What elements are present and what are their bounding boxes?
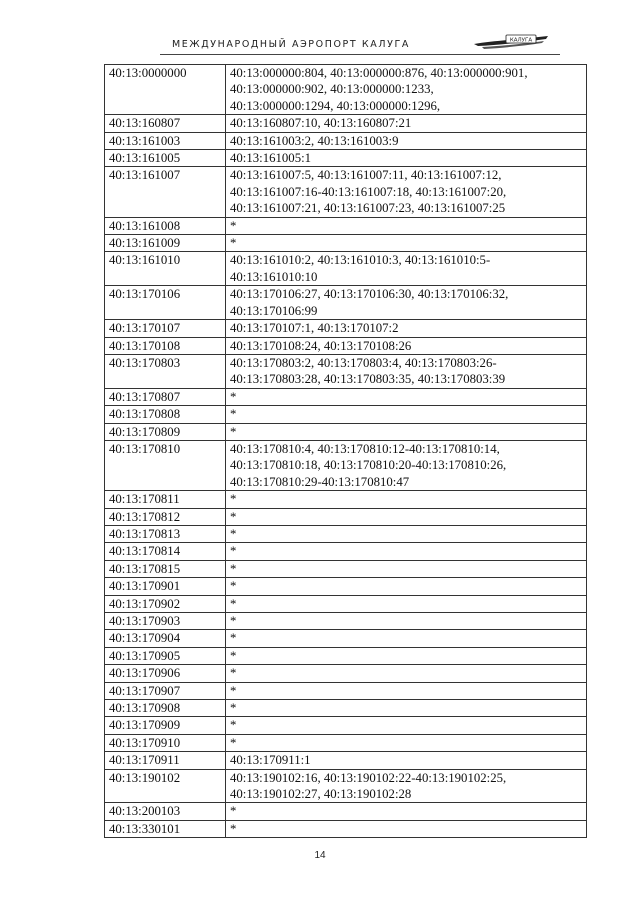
parcel-numbers-cell bbox=[226, 286, 587, 320]
quarter-code-cell: 40:13:170807 bbox=[105, 388, 226, 405]
table-row bbox=[105, 803, 587, 820]
parcel-line: * bbox=[230, 236, 237, 251]
quarter-code-cell: 40:13:170904 bbox=[105, 630, 226, 647]
quarter-code-cell: 40:13:170813 bbox=[105, 525, 226, 542]
parcel-line: 40:13:170106:27, 40:13:170106:30, 40:13:170106:32, bbox=[230, 287, 509, 302]
quarter-code-cell: 40:13:161010 bbox=[105, 252, 226, 286]
cadastral-table-body bbox=[105, 65, 587, 838]
parcel-numbers-cell bbox=[226, 560, 587, 577]
parcel-numbers-cell bbox=[226, 752, 587, 769]
quarter-code-cell: 40:13:170107 bbox=[105, 320, 226, 337]
cadastral-table bbox=[104, 64, 587, 838]
table-row bbox=[105, 769, 587, 803]
parcel-line: 40:13:170810:29-40:13:170810:47 bbox=[230, 474, 410, 489]
logo-text: КАЛУГА bbox=[509, 37, 533, 44]
quarter-code-cell: 40:13:170808 bbox=[105, 406, 226, 423]
table-row bbox=[105, 578, 587, 595]
parcel-line: * bbox=[230, 614, 237, 628]
quarter-code-cell: 40:13:0000000 bbox=[105, 65, 226, 115]
table-row bbox=[105, 286, 587, 320]
quarter-code-cell: 40:13:170901 bbox=[105, 578, 226, 595]
parcel-line: 40:13:190102:16, 40:13:190102:22-40:13:190102:25, bbox=[230, 770, 507, 785]
parcel-numbers-cell bbox=[226, 578, 587, 595]
table-row bbox=[105, 115, 587, 132]
parcel-line: 40:13:190102:27, 40:13:190102:28 bbox=[230, 787, 412, 802]
table-row bbox=[105, 647, 587, 664]
parcel-numbers-cell bbox=[226, 491, 587, 508]
parcel-line: * bbox=[230, 596, 237, 611]
parcel-line: 40:13:170810:18, 40:13:170810:20-40:13:170810:26, bbox=[230, 458, 507, 473]
quarter-code-cell: 40:13:170812 bbox=[105, 508, 226, 525]
quarter-code-cell: 40:13:161008 bbox=[105, 217, 226, 234]
parcel-line: * bbox=[230, 218, 237, 233]
quarter-code-cell: 40:13:170809 bbox=[105, 423, 226, 440]
airport-logo-icon bbox=[472, 32, 550, 54]
header-rule bbox=[160, 54, 560, 55]
parcel-numbers-cell bbox=[226, 647, 587, 664]
quarter-code-cell: 40:13:170903 bbox=[105, 613, 226, 630]
parcel-line: 40:13:000000:1294, 40:13:000000:1296, bbox=[230, 98, 441, 113]
table-row bbox=[105, 613, 587, 630]
parcel-numbers-cell bbox=[226, 440, 587, 490]
parcel-numbers-cell bbox=[226, 543, 587, 560]
quarter-code-cell: 40:13:170902 bbox=[105, 595, 226, 612]
table-row bbox=[105, 354, 587, 388]
quarter-code-cell: 40:13:161005 bbox=[105, 150, 226, 167]
parcel-line: 40:13:161010:10 bbox=[230, 269, 318, 284]
parcel-numbers-cell bbox=[226, 630, 587, 647]
table-row bbox=[105, 320, 587, 337]
parcel-line: * bbox=[230, 666, 237, 681]
parcel-numbers-cell bbox=[226, 682, 587, 699]
parcel-numbers-cell bbox=[226, 769, 587, 803]
table-row bbox=[105, 423, 587, 440]
parcel-numbers-cell bbox=[226, 115, 587, 132]
quarter-code-cell: 40:13:190102 bbox=[105, 769, 226, 803]
parcel-numbers-cell bbox=[226, 406, 587, 423]
parcel-line: * bbox=[230, 701, 237, 716]
parcel-line: 40:13:000000:804, 40:13:000000:876, 40:13:000000:901, bbox=[230, 66, 528, 80]
parcel-line: * bbox=[230, 526, 237, 541]
parcel-numbers-cell bbox=[226, 665, 587, 682]
parcel-line: 40:13:161005:1 bbox=[230, 151, 312, 166]
parcel-numbers-cell bbox=[226, 734, 587, 751]
parcel-line: 40:13:161007:21, 40:13:161007:23, 40:13:161007:25 bbox=[230, 201, 506, 216]
table-row bbox=[105, 388, 587, 405]
quarter-code-cell: 40:13:170908 bbox=[105, 700, 226, 717]
quarter-code-cell: 40:13:170909 bbox=[105, 717, 226, 734]
quarter-code-cell: 40:13:160807 bbox=[105, 115, 226, 132]
table-row bbox=[105, 508, 587, 525]
quarter-code-cell: 40:13:170810 bbox=[105, 440, 226, 490]
table-row bbox=[105, 337, 587, 354]
table-row bbox=[105, 682, 587, 699]
parcel-numbers-cell bbox=[226, 320, 587, 337]
quarter-code-cell: 40:13:170814 bbox=[105, 543, 226, 560]
parcel-line: 40:13:170106:99 bbox=[230, 303, 318, 318]
quarter-code-cell: 40:13:170803 bbox=[105, 354, 226, 388]
table-row bbox=[105, 543, 587, 560]
quarter-code-cell: 40:13:170106 bbox=[105, 286, 226, 320]
parcel-numbers-cell bbox=[226, 65, 587, 115]
parcel-numbers-cell bbox=[226, 700, 587, 717]
parcel-line: * bbox=[230, 389, 237, 404]
quarter-code-cell: 40:13:161007 bbox=[105, 167, 226, 217]
parcel-line: 40:13:160807:10, 40:13:160807:21 bbox=[230, 116, 412, 131]
parcel-line: 40:13:170911:1 bbox=[230, 753, 311, 768]
parcel-numbers-cell bbox=[226, 820, 587, 837]
parcel-line: 40:13:170803:28, 40:13:170803:35, 40:13:170803:39 bbox=[230, 372, 506, 387]
quarter-code-cell: 40:13:330101 bbox=[105, 820, 226, 837]
table-row bbox=[105, 217, 587, 234]
quarter-code-cell: 40:13:170911 bbox=[105, 752, 226, 769]
parcel-line: * bbox=[230, 509, 237, 524]
parcel-numbers-cell bbox=[226, 595, 587, 612]
parcel-line: * bbox=[230, 648, 237, 663]
parcel-line: * bbox=[230, 683, 237, 698]
quarter-code-cell: 40:13:200103 bbox=[105, 803, 226, 820]
parcel-line: * bbox=[230, 718, 237, 733]
parcel-numbers-cell bbox=[226, 803, 587, 820]
parcel-numbers-cell bbox=[226, 217, 587, 234]
parcel-line: 40:13:161007:16-40:13:161007:18, 40:13:161007:20, bbox=[230, 184, 507, 199]
parcel-numbers-cell bbox=[226, 167, 587, 217]
table-row bbox=[105, 717, 587, 734]
parcel-line: * bbox=[230, 804, 237, 819]
parcel-numbers-cell bbox=[226, 525, 587, 542]
quarter-code-cell: 40:13:161009 bbox=[105, 235, 226, 252]
table-row bbox=[105, 630, 587, 647]
parcel-line: * bbox=[230, 424, 237, 439]
parcel-line: 40:13:170803:2, 40:13:170803:4, 40:13:170803:26- bbox=[230, 355, 497, 370]
parcel-line: * bbox=[230, 561, 237, 576]
parcel-numbers-cell bbox=[226, 150, 587, 167]
parcel-line: * bbox=[230, 544, 237, 559]
parcel-line: 40:13:000000:902, 40:13:000000:1233, bbox=[230, 82, 434, 97]
table-row bbox=[105, 595, 587, 612]
parcel-line: 40:13:161007:5, 40:13:161007:11, 40:13:161007:12, bbox=[230, 168, 502, 183]
parcel-numbers-cell bbox=[226, 613, 587, 630]
table-row bbox=[105, 252, 587, 286]
table-row bbox=[105, 440, 587, 490]
quarter-code-cell: 40:13:170905 bbox=[105, 647, 226, 664]
parcel-line: * bbox=[230, 492, 237, 507]
parcel-line: 40:13:170107:1, 40:13:170107:2 bbox=[230, 321, 399, 336]
parcel-numbers-cell bbox=[226, 337, 587, 354]
quarter-code-cell: 40:13:170815 bbox=[105, 560, 226, 577]
table-row bbox=[105, 406, 587, 423]
parcel-numbers-cell bbox=[226, 252, 587, 286]
table-row bbox=[105, 167, 587, 217]
table-row bbox=[105, 132, 587, 149]
parcel-line: * bbox=[230, 735, 237, 750]
table-row bbox=[105, 525, 587, 542]
parcel-line: 40:13:170810:4, 40:13:170810:12-40:13:170810:14, bbox=[230, 441, 500, 456]
table-row bbox=[105, 700, 587, 717]
quarter-code-cell: 40:13:170811 bbox=[105, 491, 226, 508]
table-row bbox=[105, 752, 587, 769]
parcel-line: * bbox=[230, 821, 237, 836]
table-row bbox=[105, 665, 587, 682]
parcel-line: 40:13:161010:2, 40:13:161010:3, 40:13:161010:5- bbox=[230, 253, 491, 268]
parcel-numbers-cell bbox=[226, 717, 587, 734]
quarter-code-cell: 40:13:170108 bbox=[105, 337, 226, 354]
quarter-code-cell: 40:13:170910 bbox=[105, 734, 226, 751]
parcel-numbers-cell bbox=[226, 508, 587, 525]
page-header bbox=[160, 30, 560, 60]
parcel-line: 40:13:161003:2, 40:13:161003:9 bbox=[230, 133, 399, 148]
table-row bbox=[105, 491, 587, 508]
table-row bbox=[105, 150, 587, 167]
quarter-code-cell: 40:13:170907 bbox=[105, 682, 226, 699]
parcel-line: * bbox=[230, 579, 237, 594]
table-row bbox=[105, 235, 587, 252]
parcel-numbers-cell bbox=[226, 132, 587, 149]
page-number: 14 bbox=[314, 850, 326, 861]
parcel-numbers-cell bbox=[226, 423, 587, 440]
table-row bbox=[105, 65, 587, 115]
parcel-numbers-cell bbox=[226, 235, 587, 252]
table-row bbox=[105, 820, 587, 837]
parcel-numbers-cell bbox=[226, 388, 587, 405]
table-row bbox=[105, 560, 587, 577]
quarter-code-cell: 40:13:170906 bbox=[105, 665, 226, 682]
parcel-numbers-cell bbox=[226, 354, 587, 388]
table-row bbox=[105, 734, 587, 751]
quarter-code-cell: 40:13:161003 bbox=[105, 132, 226, 149]
parcel-line: * bbox=[230, 407, 237, 422]
parcel-line: * bbox=[230, 631, 237, 646]
header-title: МЕЖДУНАРОДНЫЙ АЭРОПОРТ КАЛУГА bbox=[172, 39, 410, 50]
parcel-line: 40:13:170108:24, 40:13:170108:26 bbox=[230, 338, 412, 353]
